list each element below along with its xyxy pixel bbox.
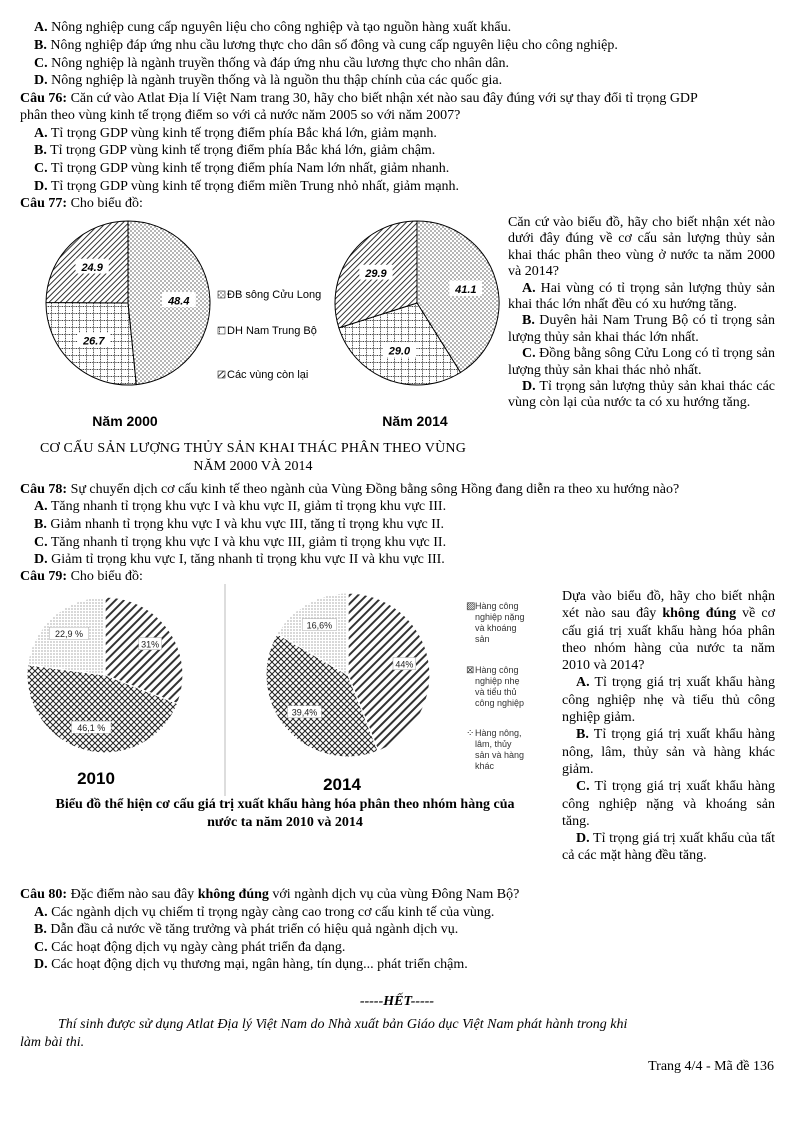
- pie-2000: [46, 221, 210, 385]
- q80-option: C. Các hoạt động dịch vụ ngày càng phát triển đa dạng.: [34, 940, 346, 955]
- data-label: 46,1 %: [77, 722, 106, 733]
- legend-swatch: [218, 327, 225, 334]
- q78-option: D. Giảm tỉ trọng khu vực I, tăng nhanh tỉ trọng khu vực II và khu vực III.: [34, 552, 445, 567]
- q75-option: D. Nông nghiệp là ngành truyền thống và là nguồn thu thập chính của các quốc gia.: [34, 73, 503, 88]
- question-label: Câu 76:: [20, 91, 68, 106]
- q77-legend: [218, 289, 321, 381]
- legend-swatch: [218, 291, 225, 298]
- footer-note: làm bài thi.: [20, 1035, 85, 1050]
- q79-text: Dựa vào biểu đồ, hãy cho biết nhận xét nào sau đây không đúng về cơ cấu giá trị xuất khẩu hàng hóa phân theo nhóm hàng của nước ta năm 2010 và 2014? A. Tỉ trọng giá trị xuất khẩu hàng công nghiệp nhẹ và tiểu thủ công nghiệp giảm. B. Tỉ trọng giá trị xuất khẩu hàng nông, lâm, thủy sản và hàng khác giảm. C. Tỉ trọng giá trị xuất khẩu hàng công nghiệp nặng và khoáng sản tăng. D. Tỉ trọng giá trị xuất khẩu của tất cả các mặt hàng đều tăng.: [562, 589, 775, 864]
- data-label: 31%: [141, 639, 160, 650]
- chart-caption: CƠ CẤU SẢN LƯỢNG THỦY SẢN KHAI THÁC PHÂN THEO VÙNG: [39, 441, 467, 456]
- q77-text: Căn cứ vào biểu đồ, hãy cho biết nhận xét nào dưới đây đúng về cơ cấu sản lượng thủy sản khai thác phân theo vùng ở nước ta năm 2000 và 2014? A. Hai vùng có tỉ trọng sản lượng thủy sản khai thác lớn nhất đều có xu hướng tăng. B. Duyên hải Nam Trung Bộ có tỉ trọng sản lượng thủy sản khai thác lớn nhất. C. Đồng bằng sông Cửu Long có tỉ trọng sản lượng thủy sản khai thác nhỏ nhất. D. Tỉ trọng sản lượng thủy sản khai thác các vùng còn lại của nước ta có xu hướng tăng.: [508, 215, 775, 411]
- cross-hatch-icon: ⊠: [466, 665, 475, 676]
- q76-option: C. Tỉ trọng GDP vùng kinh tế trọng điểm phía Nam lớn nhất, giảm nhanh.: [34, 161, 450, 176]
- q77-charts: [20, 212, 500, 432]
- legend-label: Hàng công nghiệp nặng và khoáng sản: [475, 601, 525, 644]
- page-number: Trang 4/4 - Mã đề 136: [648, 1059, 774, 1074]
- q77-option: B. Duyên hải Nam Trung Bộ có tỉ trọng sản lượng thủy sản khai thác lớn nhất.: [508, 313, 775, 345]
- data-label: 29.0: [388, 345, 411, 358]
- footer-note: Thí sinh được sử dụng Atlat Địa lý Việt Nam do Nhà xuất bản Giáo dục Việt Nam phát hành trong khi: [58, 1017, 628, 1032]
- end-marker: -----HẾT-----: [359, 994, 435, 1009]
- question-label: Câu 78:: [20, 482, 68, 497]
- data-label: 26.7: [83, 335, 105, 348]
- data-label: 29.9: [365, 267, 387, 280]
- pie-2010: [27, 597, 183, 753]
- data-label: 22,9 %: [55, 629, 84, 640]
- q80-option: B. Dẫn đầu cả nước về tăng trưởng và phát triển có hiệu quả ngành dịch vụ.: [34, 922, 459, 937]
- legend-label: Hàng nông, lâm, thủy sản và hàng khác: [475, 728, 525, 771]
- legend-label: Hàng công nghiệp nhẹ và tiểu thủ công nghiệp: [475, 665, 525, 708]
- heavy-hatch-icon: ▨: [466, 601, 476, 612]
- chart-title: Năm 2014: [382, 413, 448, 429]
- legend-label: Hàng công: [475, 601, 519, 611]
- pie-2014: [335, 221, 499, 385]
- q76-option: D. Tỉ trọng GDP vùng kinh tế trọng điểm miền Trung nhỏ nhất, giảm mạnh.: [34, 179, 460, 194]
- data-label: 48.4: [168, 295, 190, 308]
- q77-option: A. Hai vùng có tỉ trọng sản lượng thủy sản khai thác lớn nhất đều có xu hướng tăng.: [508, 280, 775, 313]
- q79-option: D. Tỉ trọng giá trị xuất khẩu của tất cả các mặt hàng đều tăng.: [562, 831, 775, 864]
- dot-pattern-icon: ⁘: [466, 728, 475, 739]
- legend-swatch: [218, 371, 225, 378]
- q79-legend: [466, 601, 525, 771]
- q80-option: D. Các hoạt động dịch vụ thương mại, ngân hàng, tín dụng... phát triển chậm.: [34, 957, 468, 972]
- q77-option: C. Đồng bằng sông Cửu Long có tỉ trọng sản lượng thủy sản khai thác nhỏ nhất.: [508, 346, 775, 378]
- question-label: Câu 77:: [20, 196, 68, 211]
- q80-option: A. Các ngành dịch vụ chiếm tỉ trọng ngày càng cao trong cơ cấu kinh tế của vùng.: [34, 905, 495, 920]
- q75-option: C. Nông nghiệp là ngành truyền thống và đáp ứng nhu cầu lương thực cho nhân dân.: [34, 56, 509, 71]
- legend-label: ĐB sông Cửu Long: [227, 289, 322, 301]
- q78-option: A. Tăng nhanh tỉ trọng khu vực I và khu vực II, giảm tỉ trọng khu vực III.: [34, 499, 447, 514]
- question-label: Câu 79:: [20, 569, 68, 584]
- chart-caption: NĂM 2000 VÀ 2014: [193, 459, 313, 474]
- data-label: 24.9: [81, 261, 103, 274]
- legend-label: Các vùng còn lại: [227, 369, 309, 381]
- q79-option: C. Tỉ trọng giá trị xuất khẩu hàng công nghiệp nặng và khoáng sản tăng.: [562, 779, 775, 829]
- chart-caption: Biểu đồ thể hiện cơ cấu giá trị xuất khẩu hàng hóa phân theo nhóm hàng của: [55, 797, 515, 812]
- question-label: Câu 80:: [20, 887, 68, 902]
- q76-option: B. Tỉ trọng GDP vùng kinh tế trọng điểm phía Bắc khá lớn, giảm chậm.: [34, 143, 436, 158]
- q77-option: D. Tỉ trọng sản lượng thủy sản khai thác các vùng còn lại của nước ta có xu hướng tăng.: [508, 379, 775, 411]
- legend-label: DH Nam Trung Bộ: [227, 325, 317, 337]
- pie-2014: [266, 593, 430, 757]
- chart-title: Năm 2000: [92, 413, 158, 429]
- q79-option: B. Tỉ trọng giá trị xuất khẩu hàng nông, lâm, thủy sản và hàng khác giảm.: [562, 727, 775, 777]
- q78-option: B. Giảm nhanh tỉ trọng khu vực I và khu vực III, tăng tỉ trọng khu vực II.: [34, 517, 445, 532]
- chart-title: 2010: [77, 769, 115, 788]
- q75-option: B. Nông nghiệp đáp ứng nhu cầu lương thực cho dân số đông và cung cấp nguyên liệu cho công nghiệp.: [34, 38, 618, 53]
- q76-option: A. Tỉ trọng GDP vùng kinh tế trọng điểm phía Bắc khá lớn, giảm mạnh.: [34, 126, 437, 141]
- q78-option: C. Tăng nhanh tỉ trọng khu vực I và khu vực III, giảm tỉ trọng khu vực II.: [34, 535, 447, 550]
- q79-charts: [20, 584, 550, 799]
- data-label: 39,4%: [291, 707, 318, 718]
- data-label: 44%: [395, 659, 414, 670]
- data-label: 41.1: [455, 283, 477, 296]
- chart-caption: nước ta năm 2010 và 2014: [207, 815, 363, 830]
- q79-option: A. Tỉ trọng giá trị xuất khẩu hàng công nghiệp nhẹ và tiểu thủ công nghiệp giảm.: [562, 675, 775, 726]
- q75-option: A. Nông nghiệp cung cấp nguyên liệu cho công nghiệp và tạo nguồn hàng xuất khẩu.: [34, 20, 512, 35]
- chart-title: 2014: [323, 775, 361, 794]
- data-label: 16,6%: [306, 620, 333, 631]
